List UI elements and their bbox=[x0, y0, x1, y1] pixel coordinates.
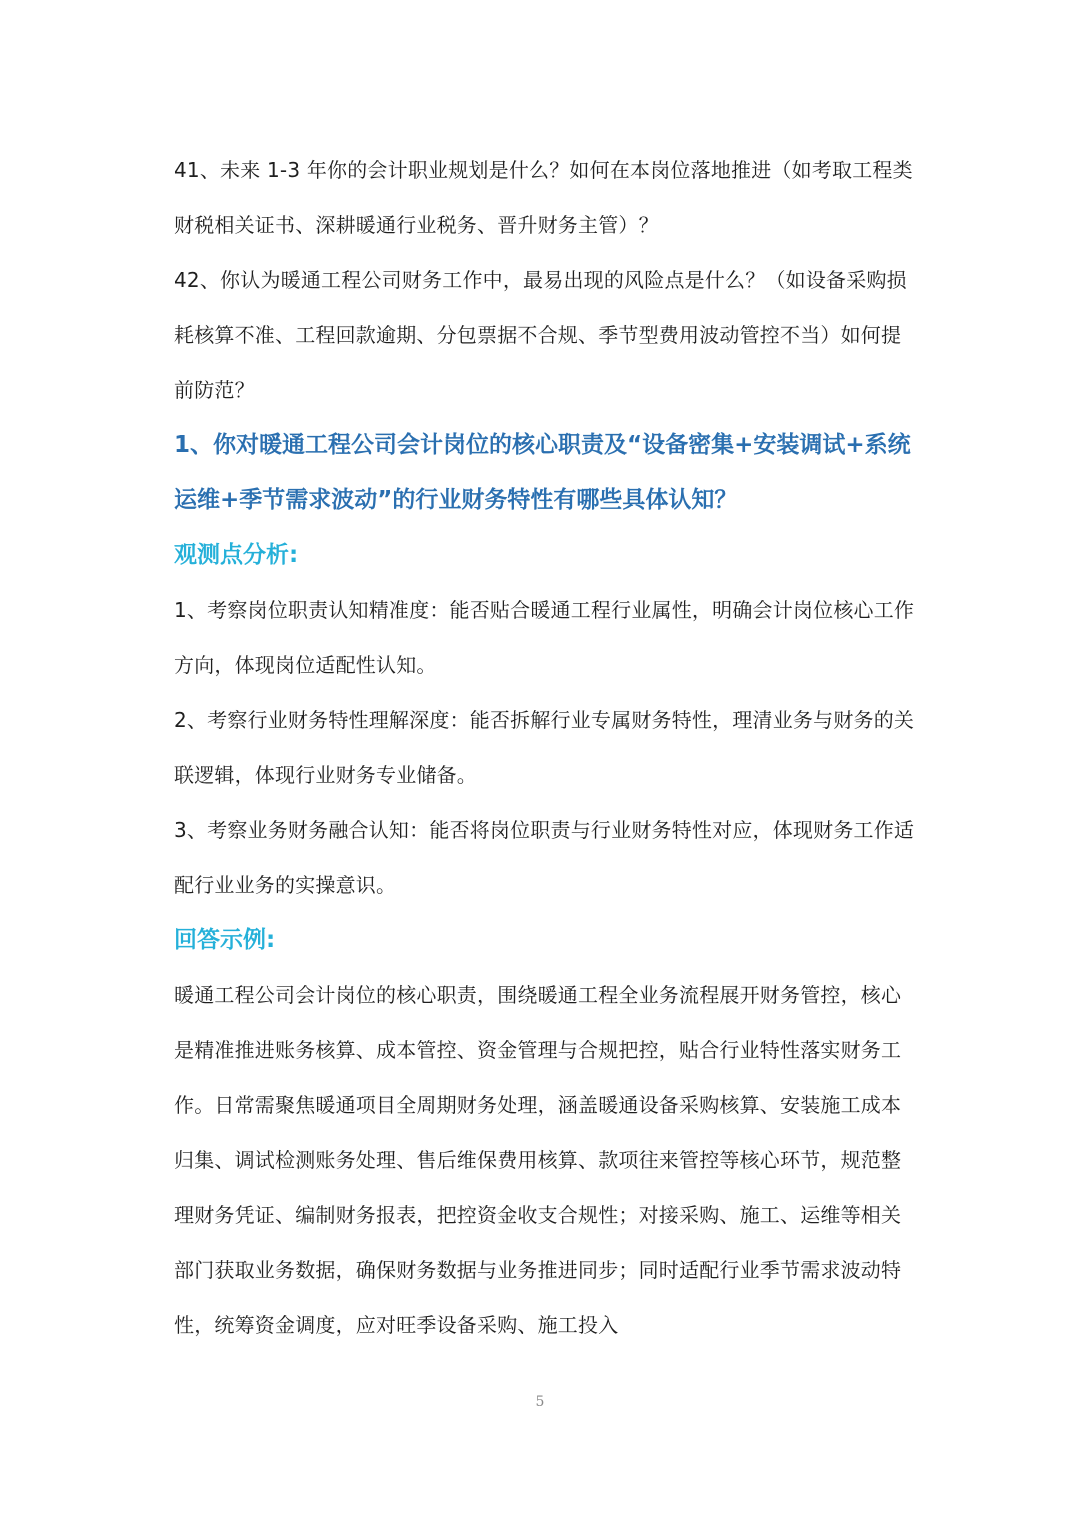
page-number: 5 bbox=[535, 1394, 545, 1410]
question-1-title: 1、你对暖通工程公司会计岗位的核心职责及“设备密集+安装调试+系统运维+季节需求波动”的行业财务特性有哪些具体认知？ bbox=[174, 432, 911, 513]
observation-point-3: 3、考察业务财务融合认知：能否将岗位职责与行业财务特性对应，体现财务工作适配行业业务的实操意识。 bbox=[174, 818, 915, 897]
observation-point-1: 1、考察岗位职责认知精准度：能否贴合暖通工程行业属性，明确会计岗位核心工作方向，体现岗位适配性认知。 bbox=[174, 598, 915, 677]
question-42: 42、你认为暖通工程公司财务工作中，最易出现的风险点是什么？（如设备采购损耗核算不准、工程回款逾期、分包票据不合规、季节型费用波动管控不当）如何提前防范？ bbox=[174, 268, 907, 402]
observation-heading: 观测点分析: bbox=[174, 542, 299, 568]
observation-point-2: 2、考察行业财务特性理解深度：能否拆解行业专属财务特性，理清业务与财务的关联逻辑，体现行业财务专业储备。 bbox=[174, 708, 915, 787]
answer-paragraph: 暖通工程公司会计岗位的核心职责，围绕暖通工程全业务流程展开财务管控，核心是精准推进账务核算、成本管控、资金管理与合规把控，贴合行业特性落实财务工作。日常需聚焦暖通项目全周期财务处理，涵盖暖通设备采购核算、安装施工成本归集、调试检测账务处理、售后维保费用核算、款项往来管控等核心环节，规范整理财务凭证、编制财务报表，把控资金收支合规性；对接采购、施工、运维等相关部门获取业务数据，确保财务数据与业务推进同步；同时适配行业季节需求波动特性，统筹资金调度，应对旺季设备采购、施工投入 bbox=[174, 983, 902, 1337]
question-41: 41、未来 1-3 年你的会计职业规划是什么？如何在本岗位落地推进（如考取工程类财税相关证书、深耕暖通行业税务、晋升财务主管）？ bbox=[174, 158, 913, 237]
page-content bbox=[174, 143, 919, 1353]
answer-heading: 回答示例: bbox=[174, 927, 276, 953]
